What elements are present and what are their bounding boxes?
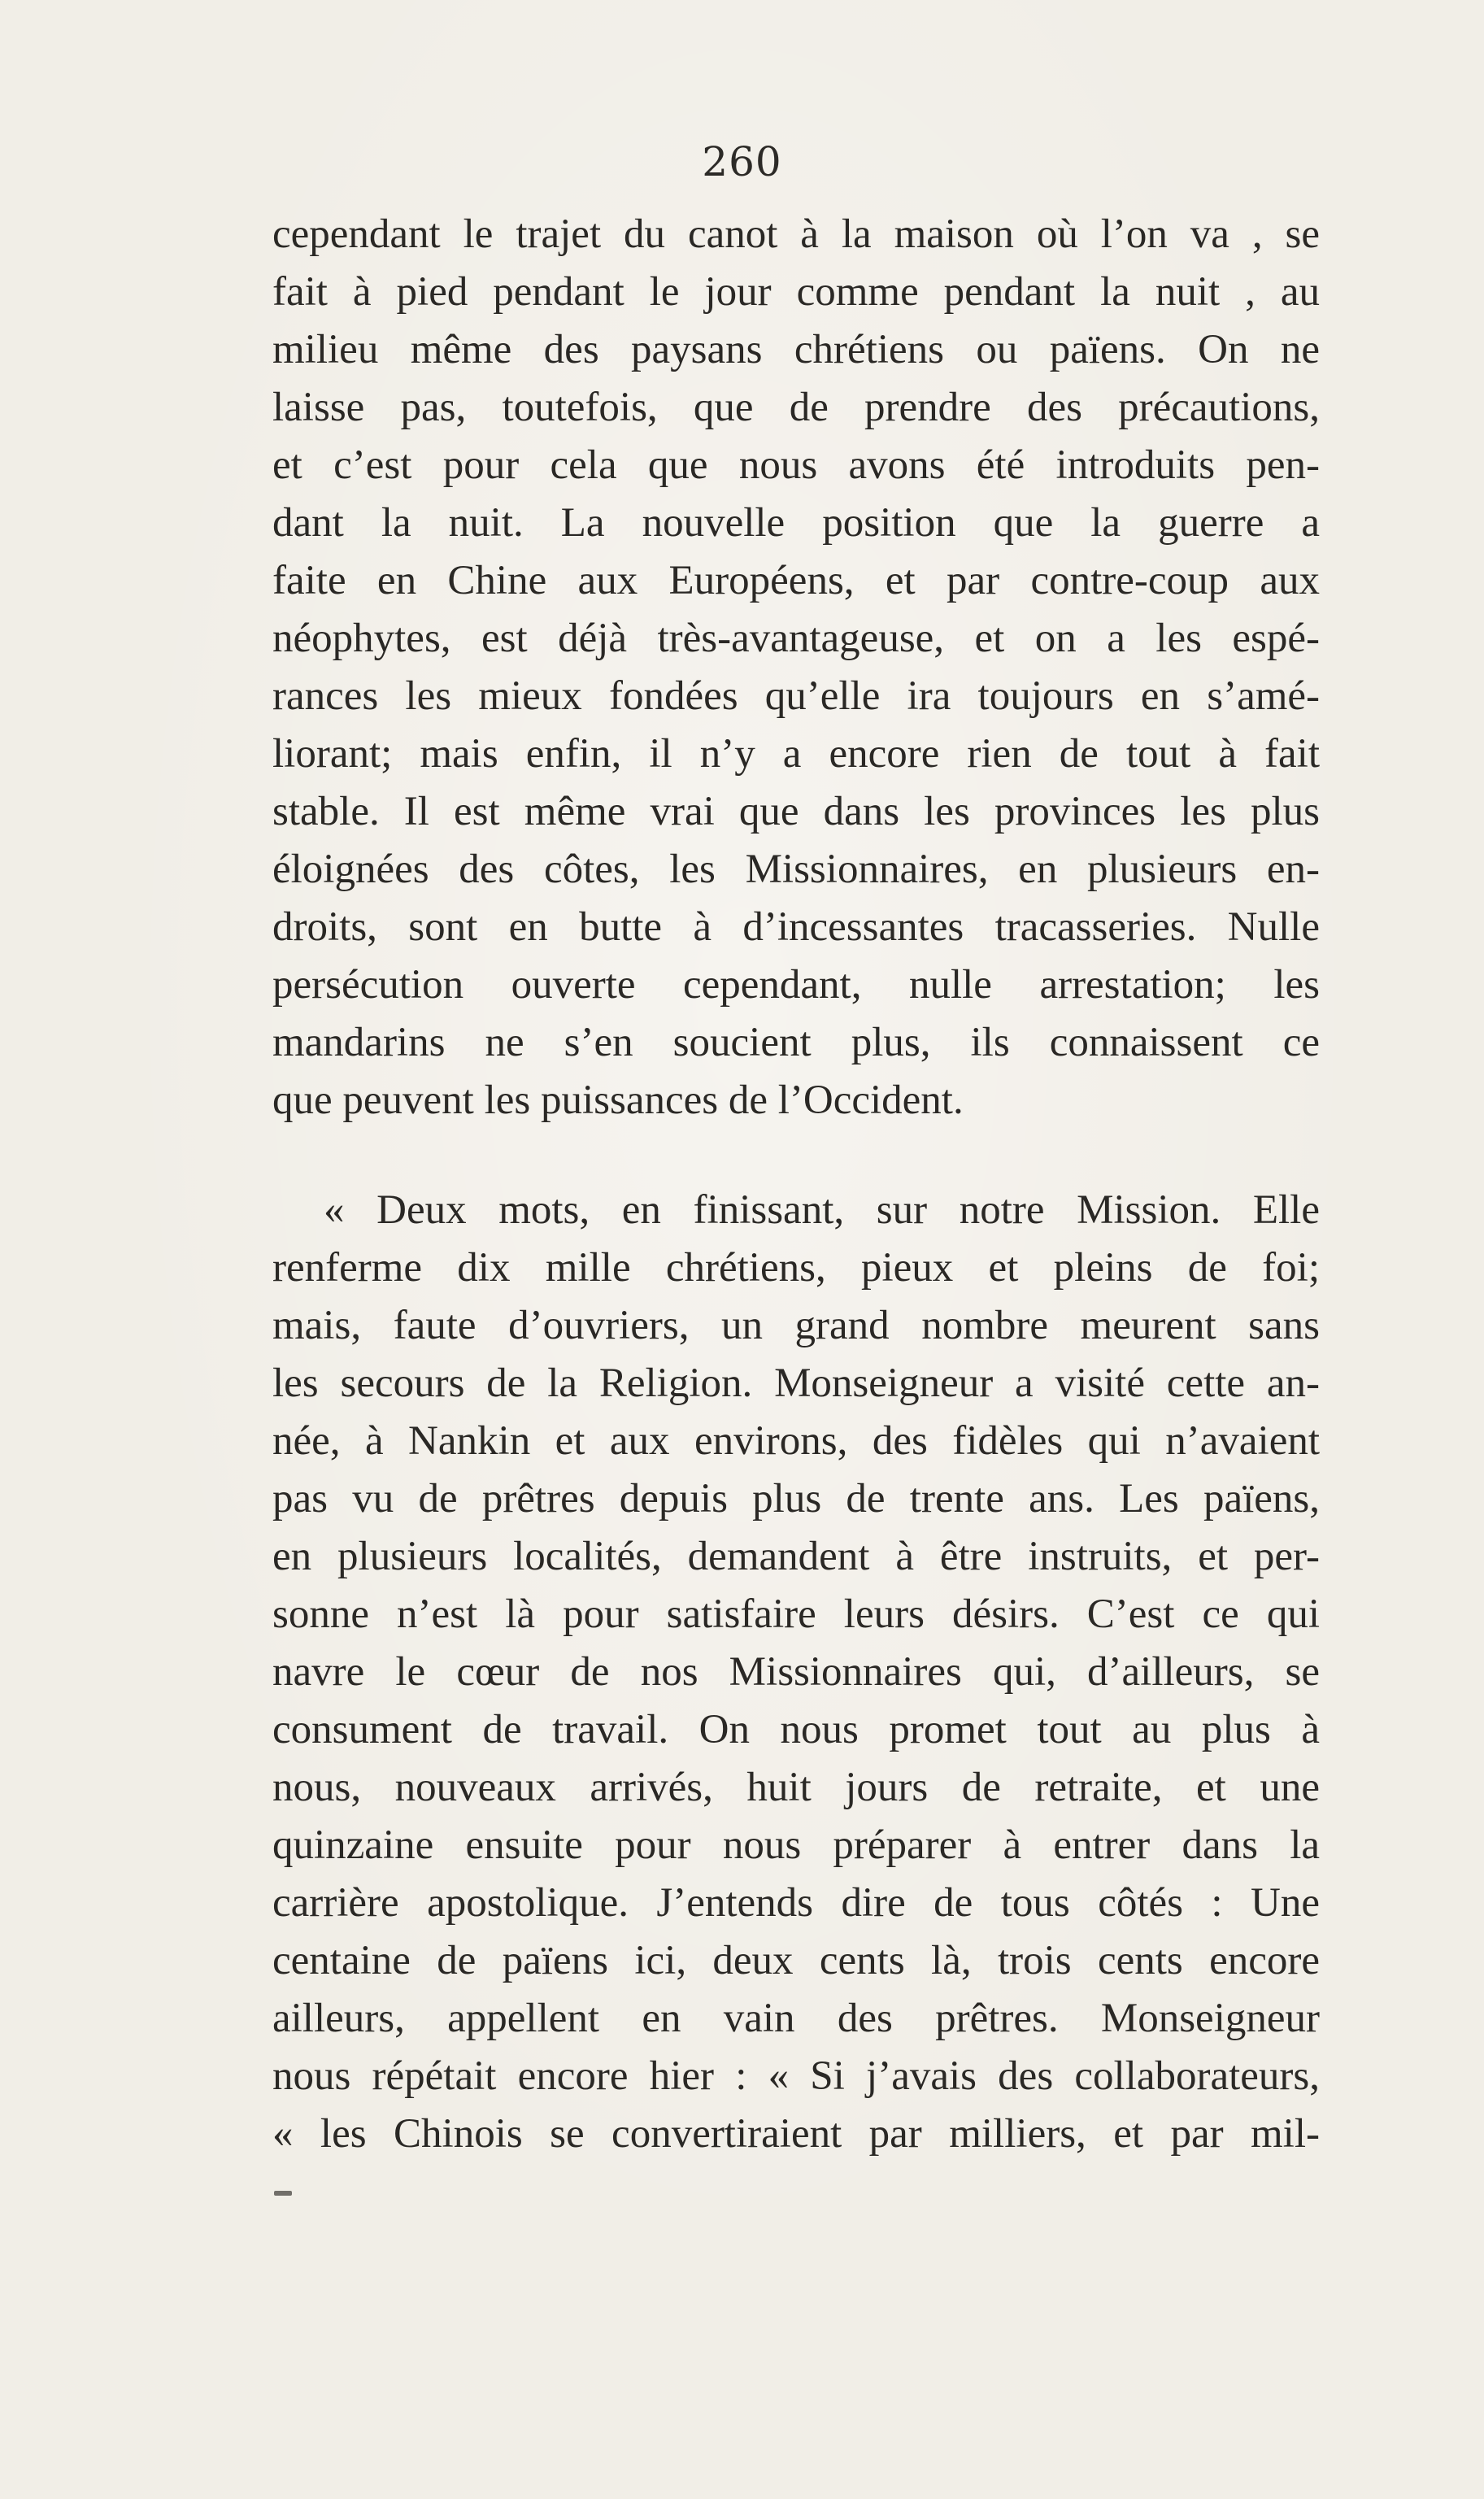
text-line-17: « Deux mots, en finissant, sur notre Mission. Elle	[324, 1187, 1320, 1233]
text-line-23: en plusieurs localités, demandent à être instruits, et per-	[272, 1534, 1320, 1579]
text-line-32: nous répétait encore hier : « Si j’avais des collaborateurs,	[272, 2053, 1320, 2099]
text-line-12: éloignées des côtes, les Missionnaires, en plusieurs en-	[272, 847, 1320, 892]
text-line-18: renferme dix mille chrétiens, pieux et pleins de foi;	[272, 1245, 1320, 1291]
text-line-21: née, à Nankin et aux environs, des fidèles qui n’avaient	[272, 1418, 1320, 1464]
text-line-9: rances les mieux fondées qu’elle ira toujours en s’amé-	[272, 673, 1320, 719]
text-line-16: que peuvent les puissances de l’Occident.	[272, 1078, 964, 1123]
text-line-5: et c’est pour cela que nous avons été introduits pen-	[272, 442, 1320, 488]
text-line-10: liorant; mais enfin, il n’y a encore rien de tout à fait	[272, 731, 1320, 777]
text-line-11: stable. Il est même vrai que dans les provinces les plus	[272, 789, 1320, 834]
text-line-27: nous, nouveaux arrivés, huit jours de retraite, et une	[272, 1765, 1320, 1810]
text-line-26: consument de travail. On nous promet tout au plus à	[272, 1707, 1320, 1752]
text-line-8: néophytes, est déjà très-avantageuse, et on a les espé-	[272, 616, 1320, 661]
text-line-24: sonne n’est là pour satisfaire leurs désirs. C’est ce qui	[272, 1591, 1320, 1637]
text-line-22: pas vu de prêtres depuis plus de trente ans. Les païens,	[272, 1476, 1320, 1522]
text-line-29: carrière apostolique. J’entends dire de tous côtés : Une	[272, 1880, 1320, 1926]
text-line-15: mandarins ne s’en soucient plus, ils connaissent ce	[272, 1020, 1320, 1065]
page-number: 260	[702, 138, 782, 185]
text-line-7: faite en Chine aux Européens, et par contre-coup aux	[272, 558, 1320, 603]
text-line-20: les secours de la Religion. Monseigneur a visité cette an-	[272, 1361, 1320, 1406]
text-line-25: navre le cœur de nos Missionnaires qui, d’ailleurs, se	[272, 1649, 1320, 1695]
text-line-14: persécution ouverte cependant, nulle arrestation; les	[272, 962, 1320, 1008]
text-line-1: cependant le trajet du canot à la maison où l’on va , se	[272, 211, 1320, 257]
text-line-33: « les Chinois se convertiraient par milliers, et par mil-	[272, 2111, 1320, 2157]
text-line-13: droits, sont en butte à d’incessantes tracasseries. Nulle	[272, 904, 1320, 950]
text-line-4: laisse pas, toutefois, que de prendre des précautions,	[272, 385, 1320, 430]
text-line-28: quinzaine ensuite pour nous préparer à entrer dans la	[272, 1822, 1320, 1868]
text-line-6: dant la nuit. La nouvelle position que la guerre a	[272, 500, 1320, 546]
ink-mark	[274, 2191, 292, 2196]
text-line-31: ailleurs, appellent en vain des prêtres. Monseigneur	[272, 1996, 1320, 2041]
text-line-30: centaine de païens ici, deux cents là, trois cents encore	[272, 1938, 1320, 1983]
text-line-2: fait à pied pendant le jour comme pendant la nuit , au	[272, 269, 1320, 315]
text-line-19: mais, faute d’ouvriers, un grand nombre meurent sans	[272, 1303, 1320, 1348]
text-line-3: milieu même des paysans chrétiens ou païens. On ne	[272, 327, 1320, 372]
